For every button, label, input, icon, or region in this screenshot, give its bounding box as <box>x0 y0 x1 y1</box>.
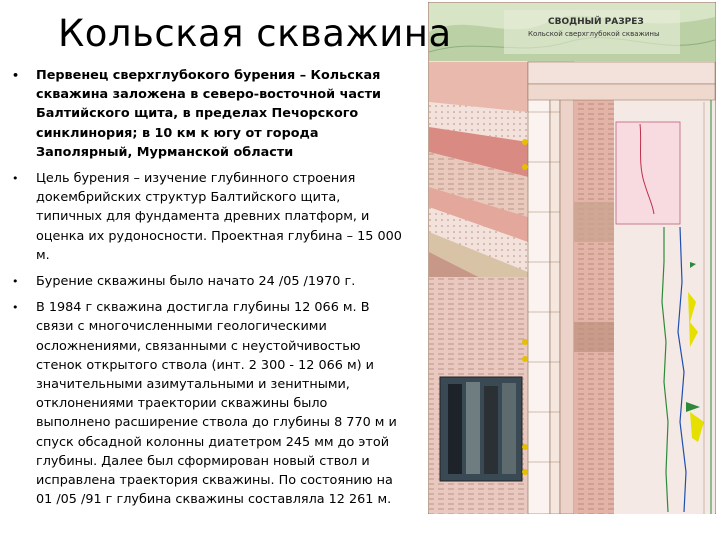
geological-section-figure <box>428 2 716 514</box>
bullet-item <box>12 66 404 162</box>
bullet-text: Бурение скважины было начато 24 /05 /1970 г. <box>36 274 356 290</box>
depth-column <box>528 62 574 514</box>
bullet-marker: • <box>12 172 19 186</box>
figure-title-line2: Кольской сверхглубокой скважины <box>528 30 660 38</box>
bullet-marker: • <box>12 275 19 289</box>
bullet-item <box>12 298 404 509</box>
section-image <box>428 2 716 514</box>
bullet-marker: • <box>12 69 20 82</box>
figure-title-line1: СВОДНЫЙ РАЗРЕЗ <box>548 17 644 27</box>
slide-title: Кольская скважина <box>58 12 452 55</box>
bullet-list <box>12 66 404 516</box>
bullet-text: Первенец сверхглубокого бурения – Кольская скважина заложена в северо-восточной части Балтийского щита, в пределах Печорского синклинория; в 10 км к югу от города Заполярный, Мурманской области <box>36 68 381 160</box>
bullet-text: Цель бурения – изучение глубинного строения докембрийских структур Балтийского щита, типичных для фундамента древних платформ, и оценка их рудоносности. Проектная глубина – 15 000 м. <box>36 171 402 263</box>
bullet-item <box>12 169 404 265</box>
bullet-marker: • <box>12 301 19 315</box>
bullet-item <box>12 272 404 291</box>
bullet-text: В 1984 г скважина достигла глубины 12 066 м. В связи с многочисленными геологическими осложнениями, связанными с неустойчивостью стенок открытого ствола (инт. 2 300 - 12 066 м) и значительными азимутальными и зенитными, отклонениями траектории скважины было выполнено расширение ствола до глубины 8 770 м и спуск обсадной колонны диатетром 245 мм до этой глубины. Далее был сформирован новый ствол и исправлена траектория скважины. По состоянию на 01 /05 /91 г глубина скважины составляла 12 261 м. <box>36 300 397 508</box>
